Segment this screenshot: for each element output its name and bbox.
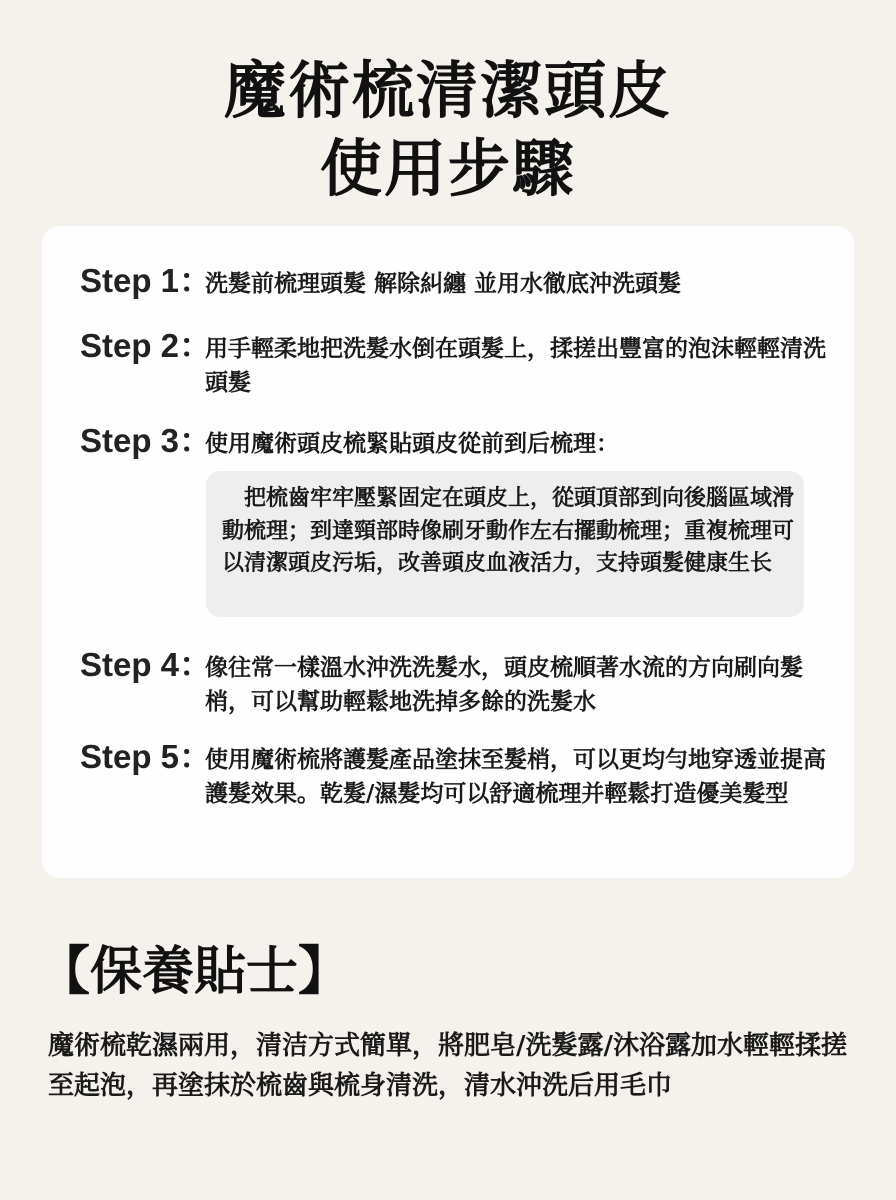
tips-body: 魔術梳乾濕兩用，清洁方式簡單，將肥皂/洗髮露/沐浴露加水輕輕揉搓至起泡，再塗抹於梳齒與梳身清洗，清水沖洗后用毛巾 <box>48 1031 847 1101</box>
page-title <box>0 52 896 208</box>
title-line-2: 使用步驟 <box>319 132 576 205</box>
title-line-1: 魔術梳清潔頭皮 <box>223 54 672 127</box>
step-3-detail-text: 把梳齒牢牢壓緊固定在頭皮上，從頭頂部到向後腦區域滑動梳理；到達頸部時像刷牙動作左右擺動梳理；重複梳理可以清潔頭皮污垢，改善頭皮血液活力，支持頭髮健康生长 <box>222 486 795 576</box>
step-3-detail-box <box>206 471 804 617</box>
step-text: 用手輕柔地把洗髮水倒在頭髮上，揉搓出豐富的泡沫輕輕清洗頭髮 <box>205 336 826 396</box>
step-label: Step 4： <box>80 646 213 683</box>
step-text: 像往常一樣溫水沖洗洗髮水，頭皮梳順著水流的方向刷向髮梢，可以幫助輕鬆地洗掉多餘的洗髮水 <box>205 655 803 715</box>
step-label: Step 3： <box>80 422 213 459</box>
step-text: 使用魔術頭皮梳緊貼頭皮從前到后梳理： <box>205 431 619 457</box>
step-text: 使用魔術梳將護髮產品塗抹至髮梢，可以更均勻地穿透並提高護髮效果。乾髮/濕髮均可以舒適梳理并輕鬆打造優美髮型 <box>205 747 826 807</box>
step-label: Step 1： <box>80 262 213 299</box>
step-label: Step 2： <box>80 327 213 364</box>
tips-heading: 【保養貼士】 <box>38 942 351 1002</box>
step-label: Step 5： <box>80 738 213 775</box>
step-text: 洗髮前梳理頭髮 解除糾纏 並用水徹底沖洗頭髮 <box>205 271 682 297</box>
